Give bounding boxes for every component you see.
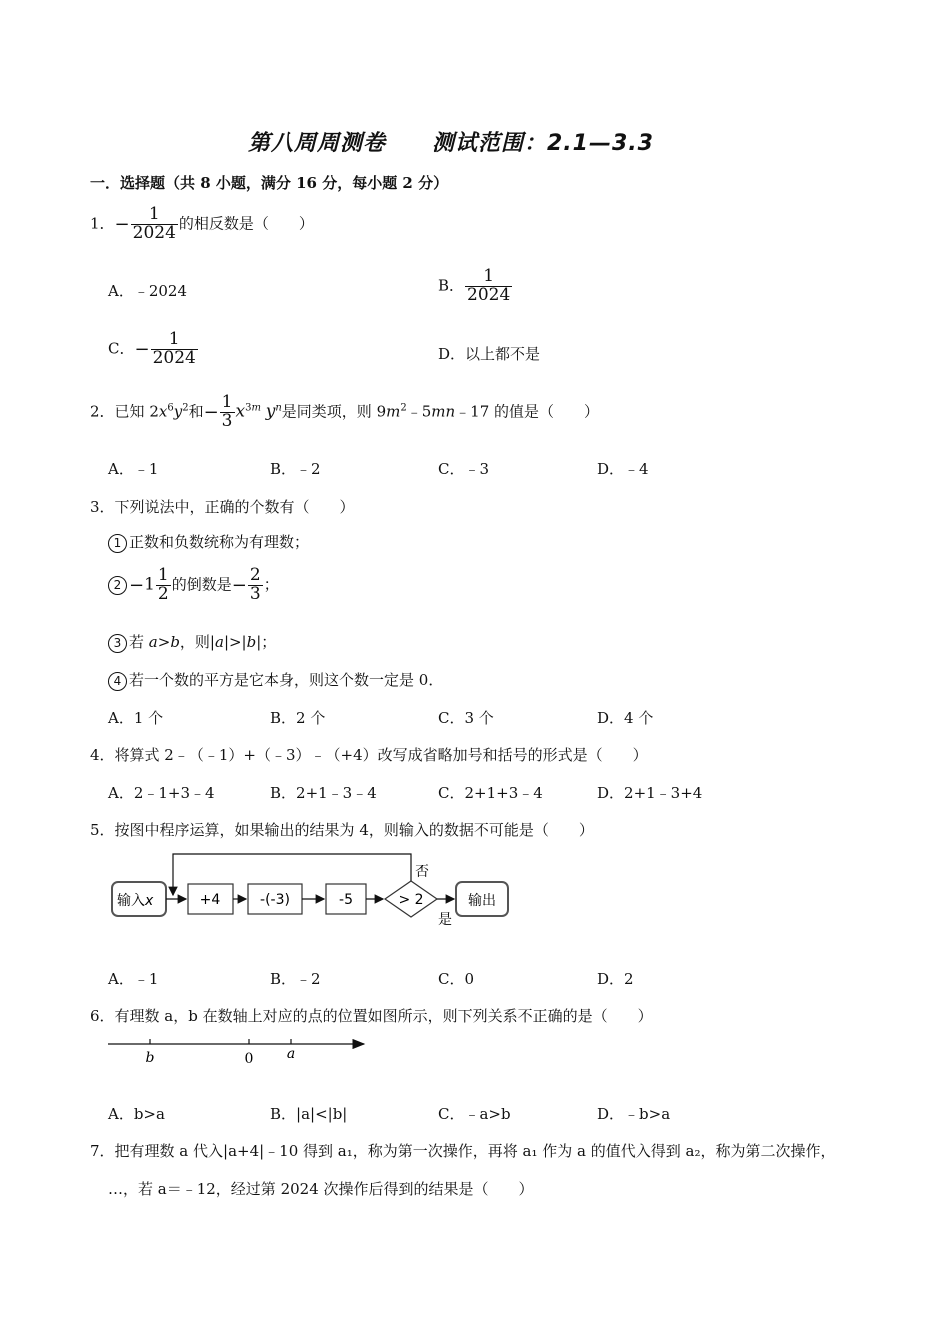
question-1: 1．− $\frac{1}{2024}$ 的相反数是（ ）: [90, 204, 314, 243]
q6-option-a[interactable]: A．b>a: [108, 1105, 165, 1123]
q6-option-d[interactable]: D．﹣b>a: [597, 1105, 671, 1123]
q3-statement-2: 2 −1 $\frac{1}{2}$ 的倒数是− $\frac{2}{3}$ ；: [108, 567, 279, 604]
svg-text:+4: +4: [199, 892, 221, 908]
q6-option-c[interactable]: C．﹣a>b: [438, 1105, 511, 1123]
q4-option-d[interactable]: D．2+1﹣3+4: [597, 784, 703, 802]
svg-text:> 2: > 2: [398, 892, 424, 908]
q2-option-b[interactable]: B．﹣2: [270, 460, 321, 478]
q5-option-a[interactable]: A．﹣1: [108, 970, 159, 988]
q3-statement-3: 3 若 a>b，则|a|>|b|；: [108, 631, 276, 653]
section-heading: 一．选择题（共 8 小题，满分 16 分，每小题 2 分）: [90, 174, 449, 192]
question-7-line-2: …，若 a＝﹣12，经过第 2024 次操作后得到的结果是（ ）: [108, 1180, 534, 1198]
question-4: 4．将算式 2﹣（﹣1）+（﹣3）﹣（+4）改写成省略加号和括号的形式是（ ）: [90, 746, 648, 764]
q1-option-c[interactable]: C．− $\frac{1}{2024}$: [108, 329, 196, 368]
q5-option-c[interactable]: C．0: [438, 970, 475, 988]
q4-option-c[interactable]: C．2+1+3﹣4: [438, 784, 543, 802]
q4-option-b[interactable]: B．2+1﹣3﹣4: [270, 784, 377, 802]
question-7-line-1: 7．把有理数 a 代入|a+4|﹣10 得到 a₁，称为第一次操作，再将 a₁ 作为 a 的值代入得到 a₂，称为第二次操作，: [90, 1142, 836, 1160]
question-6: 6．有理数 a，b 在数轴上对应的点的位置如图所示，则下列关系不正确的是（ ）: [90, 1007, 653, 1025]
q3-option-a[interactable]: A．1 个: [108, 709, 164, 727]
q2-option-d[interactable]: D．﹣4: [597, 460, 649, 478]
q5-option-b[interactable]: B．﹣2: [270, 970, 321, 988]
question-3: 3．下列说法中，正确的个数有（ ）: [90, 498, 355, 516]
question-2: 2．已知 $2x^6y^2$和− $\frac{1}{3}$ $x^{3m}$ $y^n$是同类项，则 $9m^2﹣5mn﹣17$ 的值是（ ）: [90, 392, 600, 431]
q3-option-d[interactable]: D．4 个: [597, 709, 654, 727]
q1-option-b[interactable]: B． $\frac{1}{2024}$: [438, 266, 511, 305]
point-a-label: a: [286, 1046, 296, 1062]
q1-option-d[interactable]: D．以上都不是: [438, 345, 541, 363]
q3-option-b[interactable]: B．2 个: [270, 709, 326, 727]
fraction: $\frac{1}{2024}$: [132, 204, 176, 243]
q2-option-c[interactable]: C．﹣3: [438, 460, 490, 478]
svg-text:输出: 输出: [468, 893, 496, 909]
origin-label: 0: [244, 1051, 254, 1067]
number-line: [100, 1032, 380, 1072]
q3-option-c[interactable]: C．3 个: [438, 709, 494, 727]
q4-option-a[interactable]: A．2﹣1+3﹣4: [108, 784, 215, 802]
q6-option-b[interactable]: B．|a|<|b|: [270, 1105, 348, 1123]
point-b-label: b: [145, 1050, 155, 1066]
program-flowchart: [100, 848, 520, 933]
input-label: 输入x: [117, 893, 154, 909]
q2-option-a[interactable]: A．﹣1: [108, 460, 159, 478]
q3-statement-4: 4 若一个数的平方是它本身，则这个数一定是 0．: [108, 669, 443, 691]
question-5: 5．按图中程序运算，如果输出的结果为 4，则输入的数据不可能是（ ）: [90, 821, 594, 839]
q5-option-d[interactable]: D．2: [597, 970, 634, 988]
svg-text:-(-3): -(-3): [260, 892, 290, 908]
q3-statement-1: 1 正数和负数统称为有理数；: [108, 531, 309, 553]
q1-option-a[interactable]: A．﹣2024: [108, 282, 188, 300]
svg-text:-5: -5: [339, 892, 353, 908]
svg-text:是: 是: [438, 912, 452, 928]
page-title: 第八周周测卷 测试范围：2.1—3.3: [248, 131, 654, 156]
svg-text:否: 否: [415, 864, 429, 880]
